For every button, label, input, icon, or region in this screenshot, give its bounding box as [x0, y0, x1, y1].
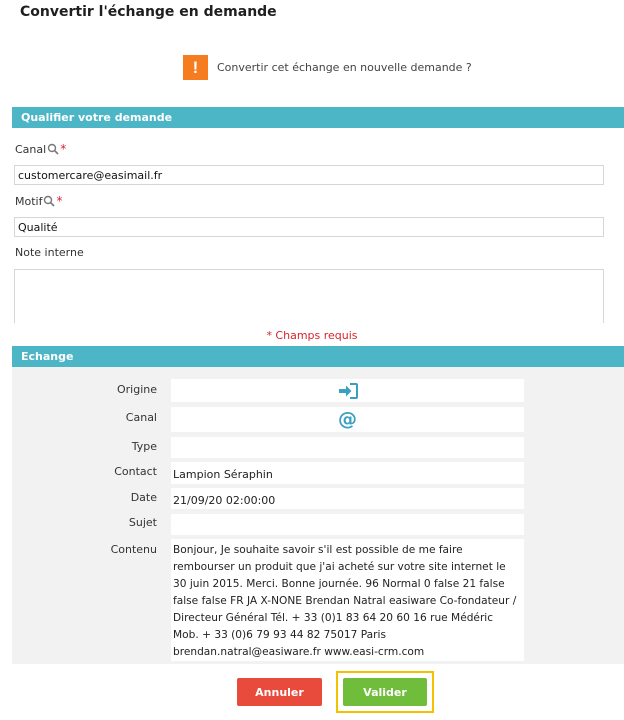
canal-echange-value	[171, 407, 524, 432]
sign-in-icon	[338, 383, 358, 399]
required-star: *	[60, 142, 67, 156]
canal-echange-label: Canal	[125, 411, 157, 424]
note-label: Note interne	[15, 246, 84, 259]
sujet-label: Sujet	[128, 516, 157, 529]
at-sign-icon: @	[338, 408, 357, 430]
search-icon[interactable]	[47, 143, 59, 155]
confirm-message	[183, 55, 472, 80]
date-value: 21/09/20 02:00:00	[171, 488, 524, 509]
contact-label: Contact	[114, 465, 157, 478]
motif-label-row	[15, 194, 62, 208]
canal-label: Canal	[15, 142, 47, 156]
motif-input[interactable]	[14, 217, 604, 237]
contenu-value: Bonjour, Je souhaite savoir s'il est possible de me faire rembourser un produit que j'ai acheté sur votre site internet le 30 juin 2015. Merci. Bonne journée. 96 Normal 0 false 21 false false false FR JA X-NONE Brendan Natral easiware Co-fondateur / Directeur Général Tél. + 33 (0)1 83 64 20 60 16 rue Médéric Mob. + 33 (0)6 79 93 44 82 75017 Paris brendan.natral@easiware.fr www.easi-crm.com	[171, 539, 524, 661]
origine-value	[171, 379, 524, 402]
sujet-value	[171, 514, 524, 535]
required-star: *	[56, 194, 63, 208]
dialog-title: Convertir l'échange en demande	[20, 4, 277, 20]
search-icon[interactable]	[43, 195, 55, 207]
type-label: Type	[131, 440, 157, 453]
confirm-text: Convertir cet échange en nouvelle demande ?	[217, 61, 472, 74]
date-label: Date	[130, 491, 157, 504]
cancel-button[interactable]: Annuler	[237, 678, 322, 706]
motif-label: Motif	[15, 194, 43, 208]
canal-label-row	[15, 142, 66, 156]
validate-button[interactable]: Valider	[343, 678, 427, 706]
section-header-echange: Echange	[12, 346, 624, 367]
contenu-label: Contenu	[110, 543, 157, 556]
canal-input[interactable]	[14, 165, 604, 185]
origine-label: Origine	[116, 383, 157, 396]
warning-icon: !	[183, 55, 208, 80]
contact-value: Lampion Séraphin	[171, 462, 524, 484]
required-fields-note: * Champs requis	[266, 329, 358, 342]
section-header-qualifier: Qualifier votre demande	[12, 107, 624, 128]
note-interne-textarea[interactable]	[14, 269, 604, 323]
type-value	[171, 437, 524, 458]
